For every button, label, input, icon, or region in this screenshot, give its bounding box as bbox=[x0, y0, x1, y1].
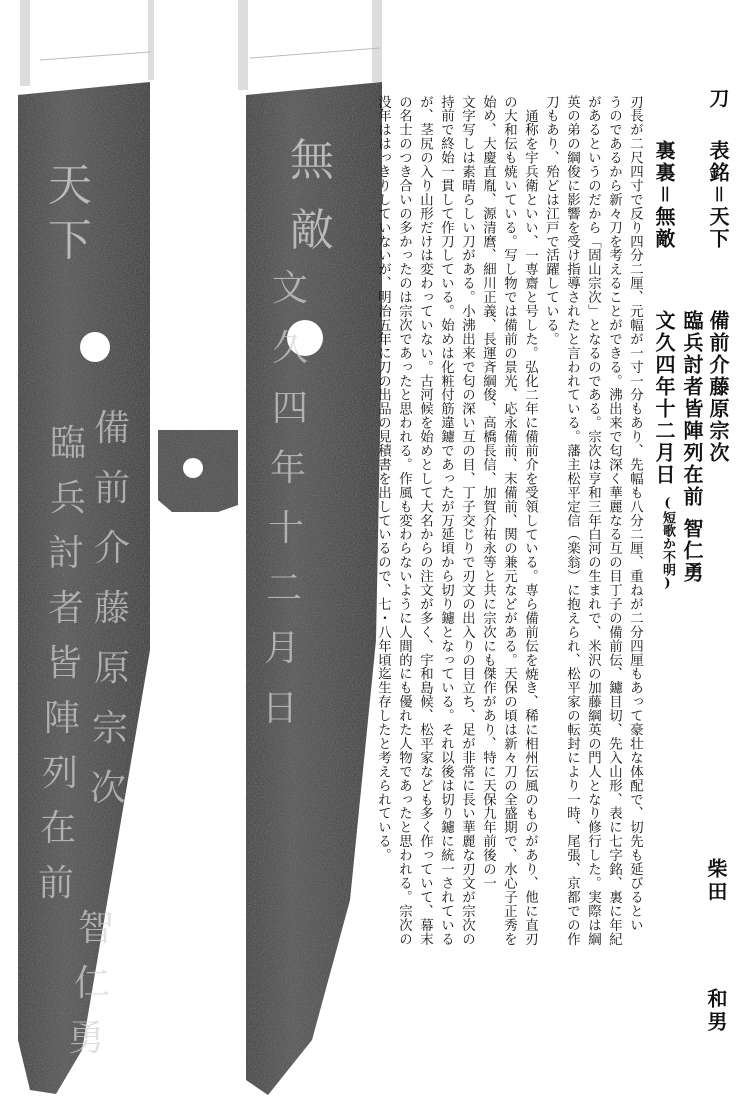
body-column: うのであるから新々刀を考えることができる。沸出来で匂深く華麗なる互の目丁子の備前伝、鑢目切、先入山形、表に七字銘、裏に年紀 bbox=[606, 95, 622, 946]
body-column: の大和伝も焼いている。写し物では備前の景光、応永備前、末備前、関の兼元などがある。天保の頃は新々刀の全盛期で、水心子正秀を bbox=[501, 95, 517, 946]
rubbing-front-inscription-1: 天 bbox=[48, 160, 92, 211]
heading-col-3-a: 裏裏＝無敵 bbox=[652, 140, 676, 250]
heading-col-3-b: 文久四年十二月日 bbox=[652, 310, 676, 486]
front-peg-hole bbox=[80, 332, 110, 362]
body-column: 持前で終始一貫して作刀している。始めは化粧付筋違鑢であったが万延頃から切り鑢となっている。それ以後は切り鑢に統一されている bbox=[438, 95, 454, 946]
rubbing-front-char2: 在 bbox=[39, 808, 77, 849]
rubbing-back-inscription-2: 敵 bbox=[290, 205, 334, 256]
rubbing-front-char: 原 bbox=[93, 648, 131, 689]
rubbing-front-char: 備 bbox=[93, 408, 131, 449]
rubbing-front-char: 前 bbox=[93, 468, 131, 509]
rubbing-front-char: 宗 bbox=[91, 708, 129, 749]
body-column: が、茎尻の入り山形だけは変わっていない。古河候を始めとして大名からの注文が多く、宇和島候、松平家なども多く作っていて、幕末 bbox=[417, 95, 433, 946]
body-column: 始め、大慶直胤、源清麿、細川正義、長運斉綱俊、高橋長信、加賀介祐永等と共に宗次にも傑作があり、特に天保九年前後の一 bbox=[480, 95, 496, 891]
habaki-rubbing bbox=[158, 430, 238, 512]
rubbing-back-date-char: 日 bbox=[261, 688, 299, 729]
heading-col-2-b: 智仁勇 bbox=[680, 518, 704, 584]
rubbing-front-char3: 仁 bbox=[73, 963, 111, 1004]
author-surname: 柴田 bbox=[704, 858, 728, 904]
body-column: 英の弟の綱俊に影響を受け指導されたと言われている。藩主松平定信（楽翁）に抱えられ、松平家の転封により一時、尾張、京都での作 bbox=[564, 95, 580, 946]
rubbing-back-date-char: 四 bbox=[271, 388, 309, 429]
body-column: 通称を宇兵衛といい、一専齋と号した。弘化二年に備前介を受領している。専ら備前伝を焼き、稀に相州伝風のものがあり、他に直刃 bbox=[522, 109, 538, 946]
rubbing-front-char3: 勇 bbox=[67, 1018, 105, 1059]
heading-col-1-b: 表銘＝天下 bbox=[706, 140, 730, 250]
rubbing-front-char2: 前 bbox=[37, 863, 75, 904]
rubbing-front-char2: 臨 bbox=[49, 423, 87, 464]
rubbing-front-char2: 皆 bbox=[45, 643, 83, 684]
rubbing-front-char2: 討 bbox=[47, 533, 85, 574]
rubbing-back-date-char: 文 bbox=[271, 268, 309, 309]
body-column: 没年ははっきりしていないが、明治五年に刀の出品の見積書を出しているので、七・八年頃迄生存したと考えられている。 bbox=[375, 95, 391, 863]
body-column: の名士のつき合いの多かったのは宗次であったと思われる。作風も変わらないように人間的にも優れた人物であったと思われる。宗次の bbox=[396, 95, 412, 946]
body-column: 文字写しは素晴らしい刀がある。小沸出来で匂の深い互の目、丁子交じりで刃文の出入りの目立ち、足が非常に長い華麗な刃文が宗次の bbox=[459, 95, 475, 946]
rubbing-front-inscription-2: 下 bbox=[48, 215, 92, 266]
body-column: 刀もあり、殆どは江戸で活躍している。 bbox=[543, 95, 559, 347]
rubbing-back-date-char: 久 bbox=[271, 328, 309, 369]
rubbing-front-char2: 兵 bbox=[49, 478, 87, 519]
rubbing-back-date-char: 二 bbox=[265, 568, 303, 609]
rubbing-front-char: 介 bbox=[93, 528, 131, 569]
rubbing-back-date-char: 月 bbox=[263, 628, 301, 669]
rubbing-front-char: 次 bbox=[89, 768, 127, 809]
rubbing-front-char3: 智 bbox=[77, 908, 115, 949]
body-column: 刃長が二尺四寸で反り四分二厘、元幅が一寸一分もあり、先幅も八分二厘、重ねが二分四厘もあって豪壮な体配で、切先も延びるとい bbox=[627, 95, 643, 932]
rubbing-front-char: 藤 bbox=[93, 588, 131, 629]
rubbing-front-char2: 陣 bbox=[43, 698, 81, 739]
rubbing-front-char2: 列 bbox=[41, 753, 79, 794]
rubbing-back-date-char: 十 bbox=[267, 508, 305, 549]
heading-col-2-a: 臨兵討者皆陣列在前 bbox=[680, 310, 704, 508]
heading-col-3-note: (短歌か不明) bbox=[660, 496, 675, 591]
rubbing-back-date-char: 年 bbox=[269, 448, 307, 489]
rubbing-back-inscription-1: 無 bbox=[290, 135, 334, 186]
body-column: があるというのだから「固山宗次」となるのである。宗次は亨和三年白河の生まれで、米沢の加藤綱英の門人となり修行した。実際は綱 bbox=[585, 95, 601, 946]
heading-col-1-c: 備前介藤原宗次 bbox=[706, 310, 730, 464]
author-given-name: 和男 bbox=[704, 988, 728, 1034]
heading-col-1-a: 刀 bbox=[706, 88, 730, 110]
rubbing-front-char2: 者 bbox=[47, 588, 85, 629]
